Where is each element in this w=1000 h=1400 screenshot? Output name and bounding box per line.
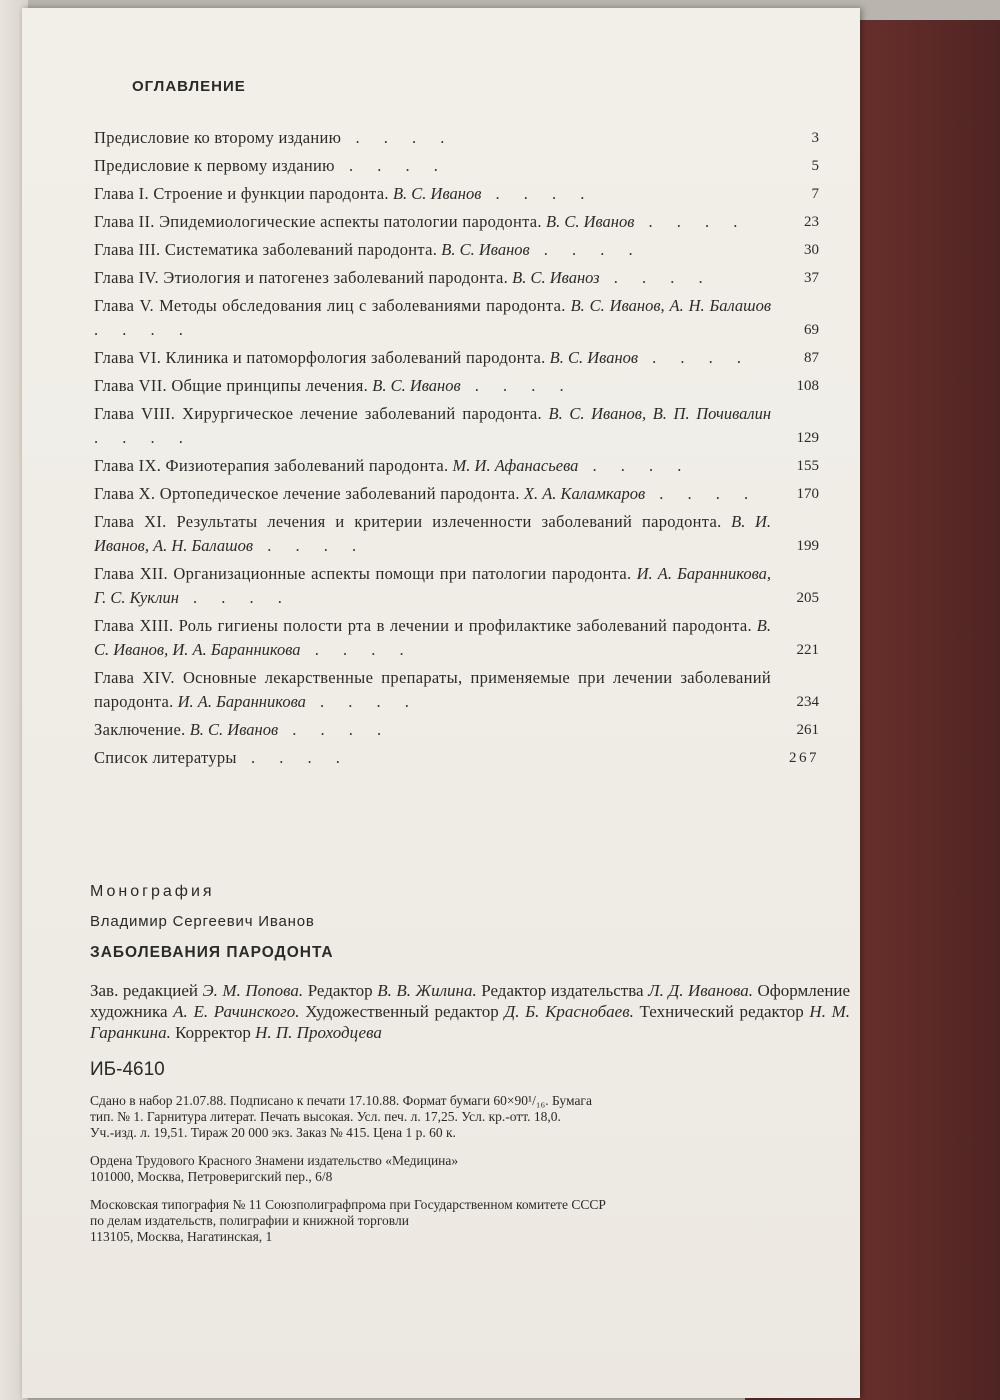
toc-leader-dots: . . . . [460, 376, 574, 395]
toc-chapter-author: В. С. Иванов [392, 184, 482, 203]
toc-page-number: 205 [796, 590, 819, 606]
print-details [90, 1093, 850, 1141]
toc-leader-dots: . . . . [634, 212, 748, 231]
credit-name: А. Е. Рачинского. [173, 1002, 300, 1021]
credit-role: Художественный редактор [305, 1002, 499, 1021]
toc-chapter-author: В. С. Иванов [545, 212, 635, 231]
credit-name: Д. Б. Краснобаев. [504, 1002, 634, 1021]
print-detail-line: Уч.-изд. л. 19,51. Тираж 20 000 экз. Заказ № 415. Цена 1 р. 60 к. [90, 1125, 456, 1140]
toc-entry [94, 182, 819, 206]
toc-chapter-title: Глава II. Эпидемиологические аспекты патологии пародонта. [94, 212, 542, 231]
print-detail-line: тип. № 1. Гарнитура литерат. Печать высокая. Усл. печ. л. 17,25. Усл. кр.-отт. 18,0. [90, 1109, 561, 1124]
toc-leader-dots: . . . . [529, 240, 643, 259]
toc-chapter-title: Глава IX. Физиотерапия заболеваний пародонта. [94, 456, 449, 475]
toc-page-number: 129 [796, 430, 819, 446]
toc-entry [94, 238, 819, 262]
toc-chapter-author: В. С. Иванов, А. Н. Балашов [570, 296, 772, 315]
toc-page-number: 108 [796, 378, 819, 394]
imprint-block [90, 883, 850, 1245]
toc-leader-dots: . . . . [300, 640, 414, 659]
toc-chapter-author: В. И. Иванов, А. Н. Балашов [94, 512, 772, 555]
toc-chapter-title: Глава V. Методы обследования лиц с заболеваниями пародонта. [94, 296, 566, 315]
toc-page-number: 170 [796, 486, 819, 502]
toc-chapter-author: Х. А. Каламкаров [523, 484, 646, 503]
toc-chapter-title: Глава X. Ортопедическое лечение заболеваний пародонта. [94, 484, 520, 503]
toc-chapter-title: Список литературы [94, 748, 237, 767]
credit-name: Н. М. Гаранкина. [90, 1002, 851, 1042]
toc-chapter-title: Глава IV. Этиология и патогенез заболеваний пародонта. [94, 268, 509, 287]
credit-role: Корректор [175, 1023, 251, 1042]
toc-entry [94, 562, 819, 610]
book-page [22, 8, 860, 1398]
toc-chapter-author: В. С. Иванов, И. А. Баранникова [94, 616, 771, 659]
toc-leader-dots: . . . . [178, 588, 292, 607]
toc-leader-dots: . . . . [341, 128, 455, 147]
toc-entry [94, 266, 819, 290]
toc-page-number: 267 [789, 750, 819, 766]
toc-page-number: 261 [796, 722, 819, 738]
credit-role: Редактор издательства [481, 981, 644, 1000]
credit-name: Н. П. Проходцева [255, 1023, 382, 1042]
toc-chapter-author: В. С. Иванов [372, 376, 461, 395]
toc-chapter-title: Глава VII. Общие принципы лечения. [94, 376, 369, 395]
toc-page-number: 69 [804, 322, 819, 338]
table-of-contents [94, 126, 819, 774]
toc-leader-dots: . . . . [645, 484, 759, 503]
toc-entry [94, 374, 819, 398]
toc-chapter-title: Глава XIV. Основные лекарственные препараты, применяемые при лечении заболеваний пародонта. [94, 668, 771, 711]
toc-chapter-author: И. А. Баранникова [177, 692, 306, 711]
toc-chapter-title: Глава XII. Организационные аспекты помощи при патологии пародонта. [94, 564, 632, 583]
toc-chapter-title: Предисловие ко второму изданию [94, 128, 342, 147]
author-name: Владимир Сергеевич Иванов [90, 913, 315, 930]
genre-label: Монография [90, 883, 215, 900]
toc-leader-dots: . . . . [481, 184, 595, 203]
book-title: ЗАБОЛЕВАНИЯ ПАРОДОНТА [90, 944, 334, 961]
toc-entry [94, 210, 819, 234]
toc-leader-dots: . . . . [236, 748, 350, 767]
toc-page-number: 87 [804, 350, 819, 366]
toc-entry [94, 454, 819, 478]
toc-entry [94, 614, 819, 662]
credit-role: Зав. редакцией [90, 981, 198, 1000]
toc-leader-dots: . . . . [278, 720, 392, 739]
toc-leader-dots: . . . . [94, 320, 193, 339]
printer-line: по делам издательств, полиграфии и книжной торговли [90, 1213, 409, 1228]
toc-leader-dots: . . . . [599, 268, 713, 287]
toc-entry [94, 402, 819, 450]
publisher-info [90, 1153, 850, 1185]
toc-chapter-author: В. С. Иванов [441, 240, 530, 259]
toc-leader-dots: . . . . [638, 348, 752, 367]
toc-page-number: 234 [796, 694, 819, 710]
toc-chapter-author: В. С. Иваноз [512, 268, 600, 287]
toc-chapter-author: И. А. Баранникова, Г. С. Куклин [94, 564, 772, 607]
toc-page-number: 7 [811, 186, 819, 202]
toc-heading: ОГЛАВЛЕНИЕ [132, 78, 246, 95]
credit-role: Редактор [307, 981, 373, 1000]
toc-page-number: 30 [804, 242, 819, 258]
credits-paragraph [90, 980, 850, 1043]
toc-entry [94, 666, 819, 714]
printer-line: 113105, Москва, Нагатинская, 1 [90, 1229, 273, 1244]
toc-chapter-title: Глава VI. Клиника и патоморфология заболеваний пародонта. [94, 348, 546, 367]
toc-entry [94, 482, 819, 506]
toc-leader-dots: . . . . [253, 536, 367, 555]
toc-entry [94, 746, 819, 770]
toc-leader-dots: . . . . [334, 156, 448, 175]
credit-name: В. В. Жилина. [377, 981, 477, 1000]
toc-chapter-title: Глава III. Систематика заболеваний пародонта. [94, 240, 438, 259]
toc-chapter-title: Глава I. Строение и функции пародонта. [94, 184, 389, 203]
toc-leader-dots: . . . . [578, 456, 692, 475]
credit-name: Э. М. Попова. [202, 981, 304, 1000]
toc-page-number: 37 [804, 270, 819, 286]
print-detail-line: Сдано в набор 21.07.88. Подписано к печати 17.10.88. Формат бумаги 60×90¹/₁₆. Бумага [90, 1093, 592, 1108]
toc-page-number: 155 [796, 458, 819, 474]
toc-chapter-title: Глава VIII. Хирургическое лечение заболеваний пародонта. [94, 404, 542, 423]
credit-role: Оформление художника [90, 981, 851, 1021]
printer-info [90, 1197, 850, 1245]
toc-leader-dots: . . . . [94, 428, 193, 447]
toc-entry [94, 718, 819, 742]
toc-chapter-title: Глава XI. Результаты лечения и критерии излеченности заболеваний пародонта. [94, 512, 722, 531]
publisher-line: 101000, Москва, Петроверигский пер., 6/8 [90, 1169, 333, 1184]
toc-page-number: 3 [811, 130, 819, 146]
toc-chapter-author: М. И. Афанасьева [452, 456, 579, 475]
toc-chapter-title: Глава XIII. Роль гигиены полости рта в лечении и профилактике заболеваний пародонта. [94, 616, 752, 635]
toc-leader-dots: . . . . [305, 692, 419, 711]
toc-page-number: 23 [804, 214, 819, 230]
printer-line: Московская типография № 11 Союзполиграфпрома при Государственном комитете СССР [90, 1197, 606, 1212]
toc-chapter-author: В. С. Иванов [549, 348, 639, 367]
credit-role: Технический редактор [639, 1002, 804, 1021]
toc-chapter-title: Заключение. [94, 720, 186, 739]
toc-entry [94, 346, 819, 370]
toc-chapter-author: В. С. Иванов [189, 720, 279, 739]
toc-entry [94, 126, 819, 150]
toc-page-number: 221 [796, 642, 819, 658]
toc-entry [94, 154, 819, 178]
credit-name: Л. Д. Иванова. [648, 981, 753, 1000]
ib-number: ИБ-4610 [90, 1059, 165, 1080]
toc-chapter-author: В. С. Иванов, В. П. Почивалин [548, 404, 772, 423]
toc-entry [94, 294, 819, 342]
toc-chapter-title: Предисловие к первому изданию [94, 156, 335, 175]
toc-page-number: 5 [811, 158, 819, 174]
toc-page-number: 199 [796, 538, 819, 554]
publisher-line: Ордена Трудового Красного Знамени издательство «Медицина» [90, 1153, 459, 1168]
toc-entry [94, 510, 819, 558]
